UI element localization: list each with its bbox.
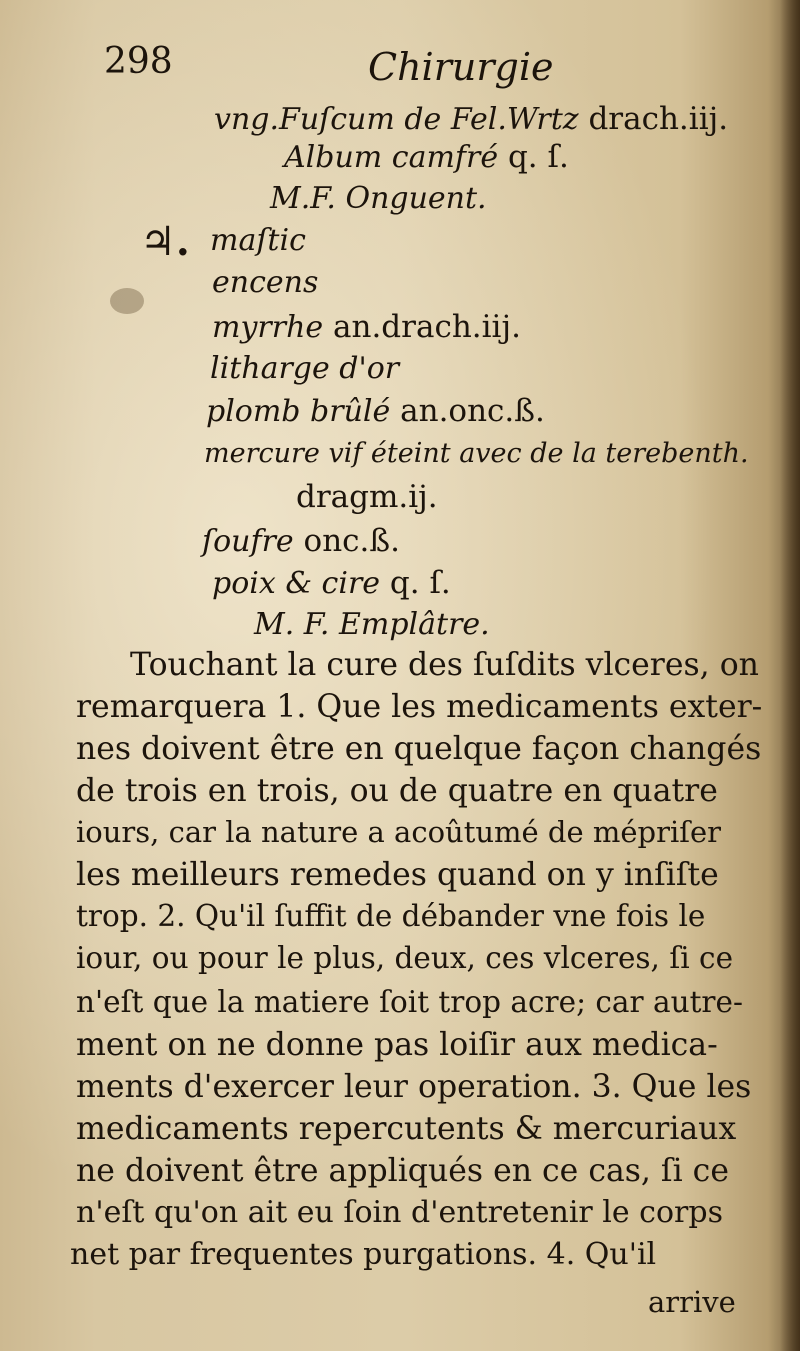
recipe-ingredient: myrrhe — [212, 310, 324, 345]
paragraph-line: iour, ou pour le plus, deux, ces vlceres, ſi ce — [76, 941, 734, 975]
recipe-ingredient: mercure vif éteint avec de la terebenth. — [204, 438, 749, 469]
recipe-ingredient: Album camfré — [284, 140, 499, 175]
paragraph-line: medicaments repercutents & mercuriaux — [76, 1111, 737, 1147]
recipe-line — [210, 223, 306, 258]
recipe-ingredient: vng.Fuſcum de Fel.Wrtz — [214, 102, 579, 137]
ink-stain — [110, 288, 144, 314]
catchword: arrive — [648, 1285, 736, 1319]
recipe-line — [212, 309, 521, 345]
binding-shadow — [780, 0, 800, 1351]
recipe-line — [212, 565, 451, 601]
recipe-ingredient: litharge d'or — [210, 351, 400, 386]
paragraph-line: Touchant la cure des ſuſdits vlceres, on — [130, 647, 759, 683]
recipe-ingredient: plomb brûlé — [206, 394, 391, 429]
paragraph-line: trop. 2. Qu'il ſuffit de débander vne fois le — [76, 899, 706, 933]
recipe-quantity: drach.iij. — [578, 101, 729, 137]
paragraph-line: les meilleurs remedes quand on y inſiſte — [76, 857, 719, 893]
recipe-line — [296, 479, 438, 515]
recipe-line — [202, 523, 400, 559]
paragraph-line: de trois en trois, ou de quatre en quatre — [76, 773, 718, 809]
recipe-quantity: dragm.ij. — [296, 479, 438, 515]
paragraph-line: ments d'exercer leur operation. 3. Que les — [76, 1069, 752, 1105]
recipe-quantity: onc.ß. — [293, 523, 400, 559]
recipe-line — [284, 139, 569, 175]
recipe-ingredient: poix & cire — [212, 566, 381, 601]
recipe-instruction: M. F. Emplâtre. — [254, 607, 490, 642]
running-title: Chirurgie — [368, 45, 554, 89]
paragraph-line: nes doivent être en quelque façon changés — [76, 731, 762, 767]
recipe-quantity: q. ſ. — [380, 565, 451, 601]
paragraph-line: ne doivent être appliqués en ce cas, ſi ce — [76, 1153, 729, 1189]
recipe-line — [210, 351, 400, 386]
paragraph-line: ment on ne donne pas loiſir aux medica- — [76, 1027, 718, 1063]
recipe-quantity: an.onc.ß. — [390, 393, 545, 429]
recipe-line — [212, 265, 319, 300]
recipe-symbol: ♃. — [140, 218, 190, 265]
paragraph-line: iours, car la nature a acoûtumé de mépriſer — [76, 815, 721, 849]
recipe-ingredient: encens — [212, 265, 319, 300]
paragraph-line: n'eſt que la matiere ſoit trop acre; car autre- — [76, 985, 743, 1019]
page-number: 298 — [104, 41, 173, 82]
recipe-line — [206, 393, 545, 429]
recipe-line — [214, 101, 729, 137]
recipe-ingredient: ſoufre — [202, 524, 294, 559]
paragraph-line: remarquera 1. Que les medicaments exter- — [76, 689, 763, 725]
recipe-line — [204, 440, 749, 467]
paragraph-line: n'eſt qu'on ait eu ſoin d'entretenir le corps — [76, 1195, 723, 1230]
recipe-instruction: M.F. Onguent. — [270, 181, 487, 216]
recipe-quantity: an.drach.iij. — [323, 309, 521, 345]
paragraph-line: net par frequentes purgations. 4. Qu'il — [70, 1237, 657, 1272]
recipe-quantity: q. ſ. — [498, 139, 569, 175]
recipe-ingredient: maſtic — [210, 223, 306, 258]
